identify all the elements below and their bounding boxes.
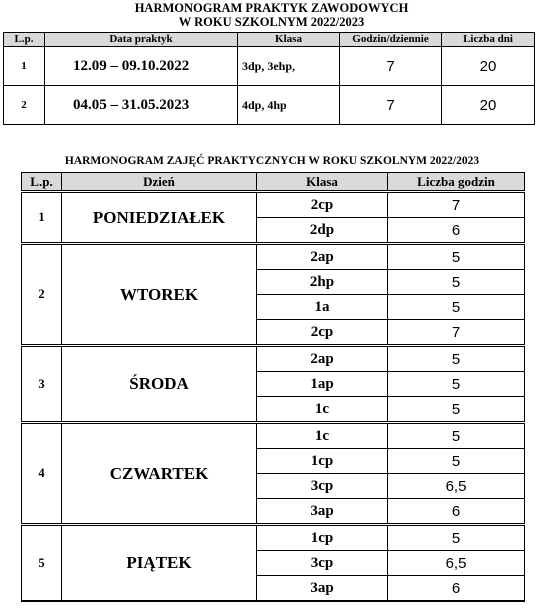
day-number: 4 [22, 423, 62, 525]
table-row [22, 192, 525, 218]
practice-dates: 12.09 – 09.10.2022 [45, 47, 238, 86]
classes-schedule-table [21, 172, 525, 602]
table-header-row [22, 173, 525, 192]
hours: 5 [388, 397, 525, 423]
table-row [22, 525, 525, 551]
header-klasa: Klasa [238, 33, 340, 47]
header-lp: L.p. [22, 173, 62, 192]
table-header-row [4, 33, 535, 47]
classes-schedule-title: HARMONOGRAM ZAJĘĆ PRAKTYCZNYCH W ROKU SZKOLNYM 2022/2023 [64, 155, 480, 167]
hours: 7 [388, 192, 525, 218]
class-name: 2hp [257, 270, 388, 295]
hours: 5 [388, 346, 525, 372]
practice-dates: 04.05 – 31.05.2023 [45, 86, 238, 125]
day-number: 5 [22, 525, 62, 602]
class-name: 2ap [257, 346, 388, 372]
hours: 6 [388, 499, 525, 525]
days-count: 20 [442, 47, 535, 86]
day-name: PIĄTEK [62, 525, 257, 602]
header-dzien: Dzień [62, 173, 257, 192]
hours: 5 [388, 525, 525, 551]
hours: 7 [388, 320, 525, 346]
day-name: PONIEDZIAŁEK [62, 192, 257, 244]
header-lp: L.p. [4, 33, 45, 47]
class-name: 2cp [257, 320, 388, 346]
day-name: CZWARTEK [62, 423, 257, 525]
hours: 5 [388, 423, 525, 449]
class-name: 1c [257, 423, 388, 449]
table-row [4, 86, 535, 125]
class-name: 3cp [257, 474, 388, 499]
day-name: ŚRODA [62, 346, 257, 423]
header-godzin-dziennie: Godzin/dziennie [340, 33, 442, 47]
day-name: WTOREK [62, 244, 257, 346]
class-name: 1cp [257, 449, 388, 474]
class-name: 2dp [257, 218, 388, 244]
hours: 6,5 [388, 474, 525, 499]
class-name: 2ap [257, 244, 388, 270]
day-number: 2 [22, 244, 62, 346]
header-data-praktyk: Data praktyk [45, 33, 238, 47]
class-name: 3ap [257, 499, 388, 525]
hours: 5 [388, 295, 525, 320]
table-row [22, 346, 525, 372]
class-name: 3cp [257, 551, 388, 576]
class-names: 3dp, 3ehp, [238, 47, 340, 86]
hours: 5 [388, 270, 525, 295]
day-number: 1 [22, 192, 62, 244]
practice-schedule-subtitle: W ROKU SZKOLNYM 2022/2023 [178, 15, 365, 29]
hours: 6 [388, 576, 525, 602]
hours: 6,5 [388, 551, 525, 576]
hours: 5 [388, 372, 525, 397]
practice-schedule-title: HARMONOGRAM PRAKTYK ZAWODOWYCH [134, 1, 409, 15]
class-names: 4dp, 4hp [238, 86, 340, 125]
hours-per-day: 7 [340, 47, 442, 86]
table-row [22, 423, 525, 449]
table-row [4, 47, 535, 86]
table-row [22, 244, 525, 270]
class-name: 1ap [257, 372, 388, 397]
header-liczba-godzin: Liczba godzin [388, 173, 525, 192]
class-name: 3ap [257, 576, 388, 602]
practice-schedule-table [3, 32, 535, 125]
class-name: 1cp [257, 525, 388, 551]
days-count: 20 [442, 86, 535, 125]
header-liczba-dni: Liczba dni [442, 33, 535, 47]
hours: 6 [388, 218, 525, 244]
row-number: 1 [4, 47, 45, 86]
hours: 5 [388, 449, 525, 474]
day-number: 3 [22, 346, 62, 423]
class-name: 2cp [257, 192, 388, 218]
row-number: 2 [4, 86, 45, 125]
header-klasa: Klasa [257, 173, 388, 192]
class-name: 1c [257, 397, 388, 423]
hours: 5 [388, 244, 525, 270]
hours-per-day: 7 [340, 86, 442, 125]
class-name: 1a [257, 295, 388, 320]
